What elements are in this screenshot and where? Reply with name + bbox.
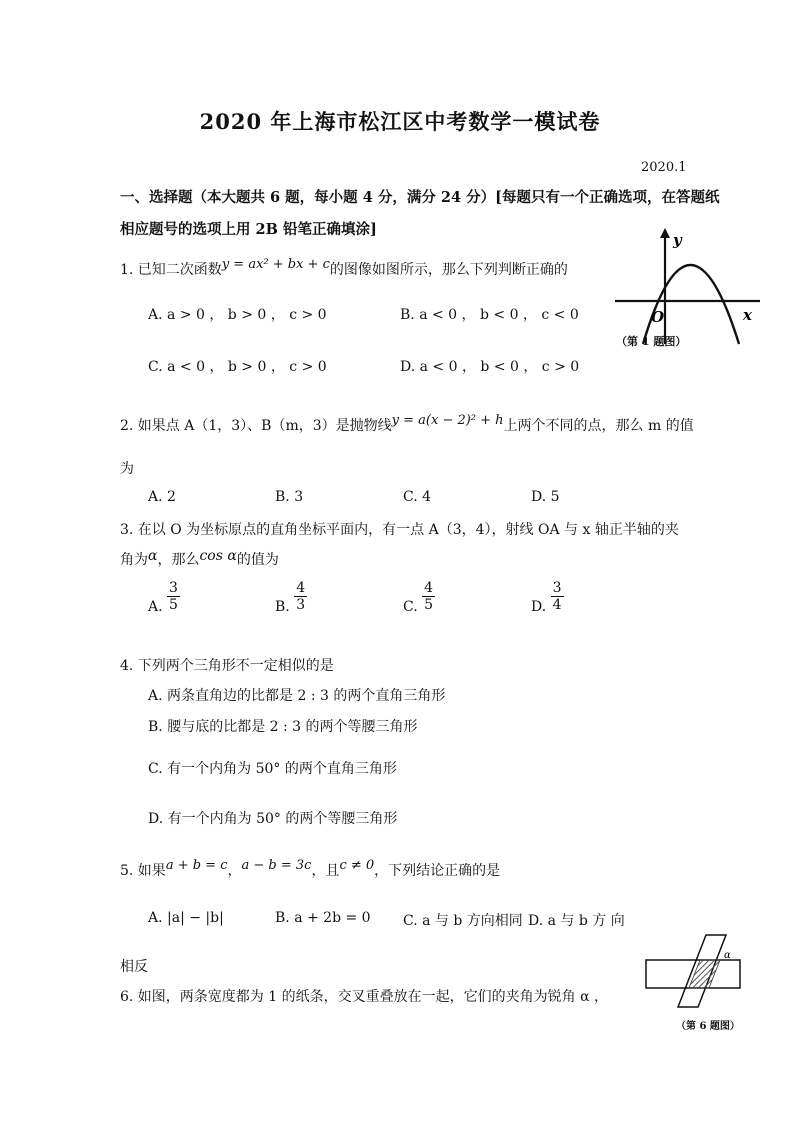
question-2-formula: y = a(x − 2)² + h	[391, 413, 504, 428]
angle-alpha-label: α	[724, 950, 731, 961]
question-2-option-c: C. 4	[403, 489, 432, 505]
question-1-figure-caption: （第 1 题图）	[616, 335, 687, 348]
y-axis-arrow	[660, 228, 670, 238]
question-5-formula-1: a + b = c	[165, 858, 228, 873]
option-d-label: D.	[531, 598, 547, 615]
section-header-line2: 相应题号的选项上用 2B 铅笔正确填涂]	[120, 221, 377, 238]
origin-label: O	[651, 308, 665, 326]
question-3-line2b: ，那么	[157, 552, 200, 568]
overlap-region	[689, 960, 720, 988]
question-3-line2	[120, 549, 279, 569]
option-d-fraction	[551, 580, 564, 613]
question-1-formula: y = ax² + bx + c	[221, 257, 330, 272]
question-5-wrap-text: 相反	[120, 959, 148, 975]
fraction-numerator: 3	[552, 580, 562, 596]
question-4-option-c: C. 有一个内角为 50° 的两个直角三角形	[148, 761, 397, 777]
option-c-fraction	[422, 580, 435, 613]
question-3-option-b	[275, 580, 307, 613]
option-b-label: B.	[275, 598, 290, 615]
question-2-option-d: D. 5	[531, 489, 560, 505]
question-1-suffix: 的图像如图所示，那么下列判断正确的	[329, 262, 568, 278]
question-5-option-b: B. a + 2b = 0	[275, 910, 371, 926]
fraction-numerator: 4	[296, 580, 306, 596]
question-3-line2a: 角为	[120, 552, 148, 568]
question-2-line1b: 上两个不同的点，那么 m 的值	[503, 418, 694, 434]
fraction-denominator: 4	[552, 597, 562, 613]
question-2-line1a: 2. 如果点 A（1，3）、B（m，3）是抛物线	[120, 418, 392, 434]
x-axis-label: x	[743, 306, 752, 324]
question-5-option-d: D. a 与 b 方 向	[528, 913, 625, 929]
option-c-label: C.	[403, 598, 418, 615]
page-title: 2020 年上海市松江区中考数学一模试卷	[199, 109, 601, 134]
question-1-option-a: A. a > 0 ， b > 0 ， c > 0	[148, 307, 327, 323]
option-a-fraction	[167, 580, 180, 613]
fraction-denominator: 3	[296, 597, 306, 613]
question-5-stem	[120, 860, 500, 880]
question-5-stem-b: ，且	[311, 863, 340, 879]
question-5-stem-c: ，下列结论正确的是	[374, 863, 501, 879]
y-axis-label: y	[673, 231, 682, 249]
fraction-numerator: 3	[169, 580, 178, 596]
section-header-line1: 一、选择题（本大题共 6 题，每小题 4 分，满分 24 分）[每题只有一个正确选项，在答题纸	[120, 189, 720, 206]
exam-date: 2020.1	[641, 160, 687, 175]
question-1-option-d: D. a < 0 ， b < 0 ， c > 0	[400, 359, 580, 375]
fraction-denominator: 5	[169, 597, 178, 613]
question-4-option-b: B. 腰与底的比都是 2 : 3 的两个等腰三角形	[148, 719, 418, 735]
question-3-line2c: 的值为	[236, 552, 279, 568]
question-3-line1: 3. 在以 O 为坐标原点的直角坐标平面内，有一点 A（3，4），射线 OA 与 x 轴正半轴的夹	[120, 522, 679, 538]
question-5-stem-a: 5. 如果	[120, 863, 166, 879]
option-b-fraction	[294, 580, 307, 613]
question-1-option-c: C. a < 0 ， b > 0 ， c > 0	[148, 359, 327, 375]
question-2-stem	[120, 415, 694, 435]
question-4-stem: 4. 下列两个三角形不一定相似的是	[120, 658, 334, 674]
question-5-sep: ，	[227, 863, 242, 879]
question-2-option-a: A. 2	[148, 489, 176, 505]
question-3-option-c	[403, 580, 435, 613]
question-1-stem	[120, 259, 568, 279]
question-6-figure	[636, 925, 748, 1017]
option-a-label: A.	[148, 598, 163, 615]
question-2-option-b: B. 3	[275, 489, 304, 505]
question-4-option-d: D. 有一个内角为 50° 的两个等腰三角形	[148, 811, 398, 827]
question-4-option-a: A. 两条直角边的比都是 2 : 3 的两个直角三角形	[148, 688, 446, 704]
question-6-figure-caption: （第 6 题图）	[676, 1021, 740, 1032]
cos-alpha: cos α	[199, 548, 237, 564]
question-5-formula-2: a − b = 3c	[241, 858, 312, 873]
question-5-formula-3: c ≠ 0	[339, 858, 375, 873]
question-3-option-d	[531, 580, 564, 613]
question-1-option-b: B. a < 0 ， b < 0 ， c < 0	[400, 307, 579, 323]
question-5-option-c: C. a 与 b 方向相同	[403, 913, 523, 929]
question-5-option-a: A. |a| − |b|	[148, 910, 224, 926]
fraction-numerator: 4	[424, 580, 434, 596]
alpha-symbol: α	[148, 548, 158, 564]
fraction-denominator: 5	[424, 597, 434, 613]
question-2-line2: 为	[120, 461, 134, 477]
question-1-prefix: 1. 已知二次函数	[120, 262, 222, 278]
question-6-stem: 6. 如图，两条宽度都为 1 的纸条，交叉重叠放在一起，它们的夹角为锐角 α ，	[120, 989, 608, 1005]
question-3-option-a	[148, 580, 180, 613]
